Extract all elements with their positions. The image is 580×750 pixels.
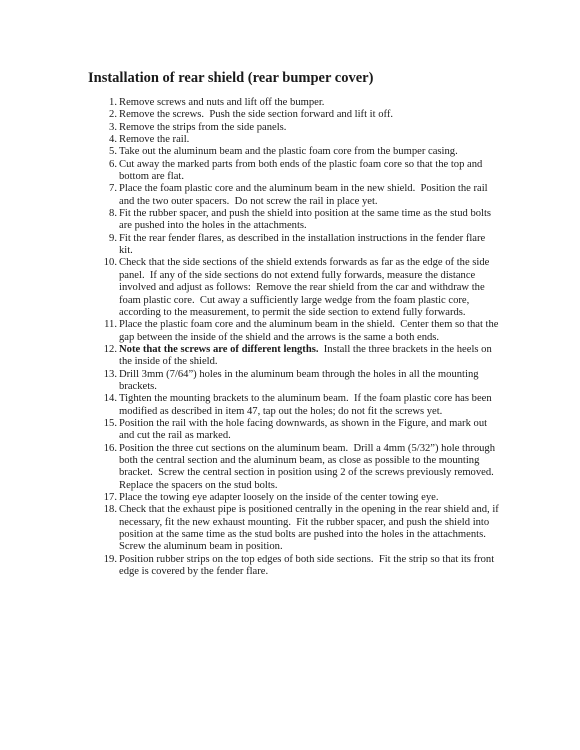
instruction-step <box>88 418 500 443</box>
step-number: 9. <box>109 232 117 244</box>
instruction-step <box>88 159 500 184</box>
step-text: Remove the strips from the side panels. <box>119 121 287 133</box>
instruction-step <box>88 554 500 579</box>
step-text: Position rubber strips on the top edges of both side sections. Fit the strip so that its front edge is covered by the fender flare. <box>119 553 497 578</box>
instruction-step <box>88 208 500 233</box>
step-number: 7. <box>109 183 117 195</box>
step-number: 6. <box>109 158 117 170</box>
step-text: Remove the screws. Push the side section forward and lift it off. <box>119 109 394 121</box>
step-text: Place the plastic foam core and the aluminum beam in the shield. Center them so that the gap between the inside of the shield and the arrows is the same a both ends. <box>119 319 502 343</box>
step-number: 17. <box>103 492 117 503</box>
step-text: Drill 3mm (7/64”) holes in the aluminum beam through the holes in all the mounting brackets. <box>119 368 482 392</box>
instruction-step <box>88 134 500 146</box>
step-number: 15. <box>103 417 117 429</box>
step-number: 4. <box>109 134 117 146</box>
instruction-step <box>88 109 500 121</box>
step-number: 10. <box>103 257 117 269</box>
instruction-step <box>88 233 500 258</box>
step-number: 5. <box>109 146 117 158</box>
step-text: Install the three brackets in the heels on the inside of the shield. <box>119 343 495 368</box>
step-text: Position the three cut sections on the aluminum beam. Drill a 4mm (5/32”) hole through both the central section and the aluminum beam, as close as possible to the mounting bracket. Screw the central section in position using 2 of the screws previously removed. Replace the spacers on the stud bolts. <box>119 442 500 491</box>
step-number: 1. <box>109 97 117 108</box>
step-text: Tighten the mounting brackets to the aluminum beam. If the foam plastic core has been modified as described in item 47, tap out the holes; do not fit the screws yet. <box>119 393 495 417</box>
step-number: 18. <box>103 504 117 516</box>
step-number: 2. <box>109 109 117 121</box>
step-number: 14. <box>103 393 117 405</box>
instruction-list <box>88 97 500 578</box>
step-number: 12. <box>103 343 117 355</box>
step-text: Check that the exhaust pipe is positioned centrally in the opening in the rear shield and, if necessary, fit the new exhaust mounting. Fit the rubber spacer, and push the shield into position at the same time as the stud bolts are pushed into the holes in the attachments. Screw the aluminum beam in position. <box>119 504 502 553</box>
step-text: Fit the rubber spacer, and push the shield into position at the same time as the stud bolts are pushed into the holes in the attachments. <box>119 208 494 232</box>
instruction-step <box>88 146 500 158</box>
instruction-step <box>88 492 500 504</box>
step-text: Take out the aluminum beam and the plastic foam core from the bumper casing. <box>119 146 458 158</box>
instruction-step <box>88 122 500 134</box>
document-title: Installation of rear shield (rear bumper cover) <box>88 70 374 86</box>
step-text: Place the foam plastic core and the aluminum beam in the new shield. Position the rail and the two outer spacers. Do not screw the rail in place yet. <box>119 183 491 207</box>
step-text: Fit the rear fender flares, as described in the installation instructions in the fender flare kit. <box>119 232 488 257</box>
instruction-step <box>88 443 500 492</box>
step-number: 19. <box>103 553 117 565</box>
instruction-step <box>88 344 500 369</box>
step-text: Remove screws and nuts and lift off the bumper. <box>119 97 325 108</box>
step-text: Cut away the marked parts from both ends of the plastic foam core so that the top and bottom are flat. <box>119 158 485 183</box>
instruction-step <box>88 183 500 208</box>
step-number: 3. <box>109 121 117 133</box>
instruction-step <box>88 369 500 394</box>
step-number: 13. <box>103 368 117 380</box>
instruction-step <box>88 257 500 319</box>
step-number: 8. <box>109 208 117 220</box>
step-number: 11. <box>104 319 117 331</box>
step-text: Place the towing eye adapter loosely on the inside of the center towing eye. <box>119 492 439 503</box>
step-text: Position the rail with the hole facing downwards, as shown in the Figure, and mark out and cut the rail as marked. <box>119 417 490 442</box>
step-text: Check that the side sections of the shield extends forwards as far as the edge of the side panel. If any of the side sections do not extend fully forwards, measure the distance involved and adjust as follows: Remove the rear shield from the car and withdraw the foam plastic core. Cut away a sufficiently large wedge from the foam plastic core, according to the measurement, to permit the side section to extend fully forwards. <box>119 257 493 318</box>
instruction-step <box>88 393 500 418</box>
instruction-step <box>88 97 500 109</box>
instruction-step <box>88 504 500 553</box>
step-emphasis: Note that the screws are of different lengths. <box>119 343 319 355</box>
step-number: 16. <box>103 442 117 454</box>
instruction-step <box>88 319 500 344</box>
step-text: Remove the rail. <box>119 134 190 146</box>
